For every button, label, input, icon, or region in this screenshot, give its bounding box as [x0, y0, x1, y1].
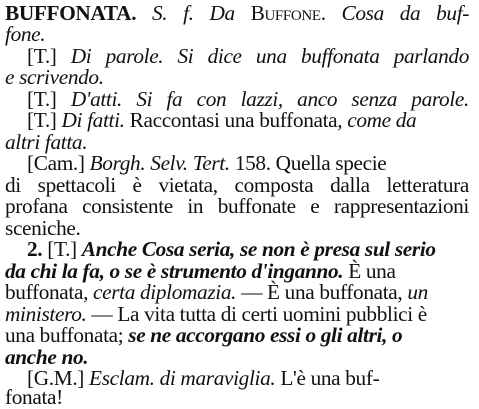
cam-line3: [5, 196, 469, 218]
sense2-line1: [27, 239, 469, 261]
t3-italic-a: Di fatti.: [61, 108, 125, 132]
definition-line1: Cosa da buf-: [341, 1, 469, 25]
sense2-line2-roman: È una: [343, 259, 396, 283]
t3-italic-c: come da: [347, 108, 417, 132]
sense2-line3-d: un: [407, 280, 428, 304]
cam-line3-text: profana consistente in buffonate e rappresentazioni: [5, 194, 469, 218]
cam-tag: [Cam.]: [27, 151, 85, 175]
t1-text: Di parole. Si dice una buffonata parlando: [70, 44, 470, 68]
sense2-line3-c: — È una buffonata,: [236, 280, 408, 304]
t3-line1: [27, 110, 469, 132]
sense2-line4-b: — La vita tutta di certi uomini pubblici è: [86, 302, 427, 326]
gm-italic: Esclam. di maraviglia.: [89, 366, 276, 390]
sense2-line4-a: ministero.: [5, 302, 87, 326]
sense2-number: 2.: [27, 237, 43, 261]
t2-tag: [T.]: [27, 87, 57, 111]
etymology-suffix: .: [320, 1, 326, 25]
cam-line1-rest: 158. Quella specie: [229, 151, 387, 175]
sense2-line5: [5, 325, 469, 347]
sense2-line3: [5, 282, 469, 304]
sense2-tag: [T.]: [47, 237, 77, 261]
cam-line4: sceniche.: [5, 216, 81, 240]
sense2-line6: anche no.: [5, 345, 89, 369]
gm-roman: L'è una buf-: [275, 366, 380, 390]
t2-text: D'atti. Si fa con lazzi, anco senza parole.: [70, 87, 469, 111]
t1-line2: e scrivendo.: [5, 65, 104, 89]
cam-line1: [27, 153, 469, 175]
t3-line2: altri fatta.: [5, 130, 88, 154]
gm-line2: fonata!: [5, 385, 63, 409]
sense2-line3-a: buffonata,: [5, 280, 94, 304]
sense2-line5-a: una buffonata;: [5, 323, 129, 347]
definition-line2: fone.: [5, 22, 46, 46]
etymology-prefix: Da: [209, 1, 235, 25]
sense2-line5-b: se ne accorgano essi o gli altri, o: [128, 323, 403, 347]
headword: BUFFONATA.: [5, 1, 137, 25]
t3-tag: [T.]: [27, 108, 57, 132]
t1-tag: [T.]: [27, 44, 57, 68]
cam-citation: Borgh. Selv. Tert.: [89, 151, 230, 175]
part-of-speech: S. f.: [152, 1, 194, 25]
gm-tag: [G.M.]: [27, 366, 85, 390]
sense2-line3-b: certa diplomazia.: [93, 280, 237, 304]
etymology-word: Buffone: [250, 1, 321, 25]
t3-roman-b: Raccontasi una buffonata,: [124, 108, 348, 132]
cam-line2-text: di spettacoli è vietata, composta dalla letteratura: [5, 173, 469, 197]
sense2-line1-text: Anche Cosa seria, se non è presa sul serio: [81, 237, 436, 261]
entry-header-line: [5, 3, 469, 25]
sense2-line2-italic: da chi la fa, o se è strumento d'inganno.: [5, 259, 344, 283]
